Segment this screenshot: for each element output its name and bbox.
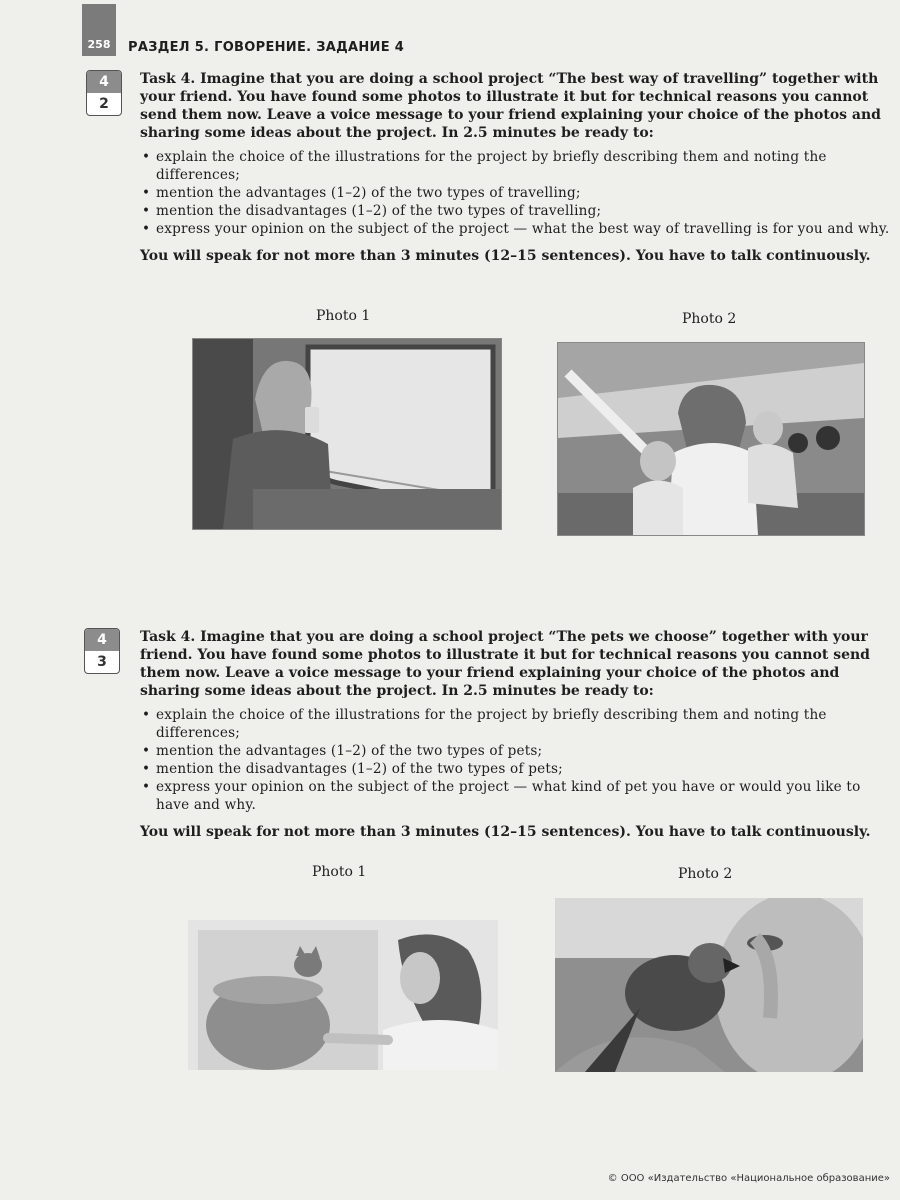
task-closing: You will speak for not more than 3 minutes (12–15 sentences). You have to talk continuously. — [140, 824, 871, 840]
task-block — [140, 70, 894, 265]
page-number: 258 — [82, 4, 116, 56]
copyright-footer: © ООО «Издательство «Национальное образование» — [607, 1173, 890, 1184]
badge-bottom: 2 — [99, 96, 109, 112]
photo-caption: Photo 1 — [312, 864, 367, 880]
badge-top: 4 — [87, 71, 121, 93]
badge-bottom: 3 — [97, 654, 107, 670]
task-closing: You will speak for not more than 3 minutes (12–15 sentences). You have to talk continuously. — [140, 248, 871, 264]
task-bullet: • mention the advantages (1–2) of the two types of travelling; — [140, 184, 894, 202]
photo-family-at-airport — [557, 342, 865, 536]
task-heading: Task 4. Imagine that you are doing a school project “The best way of travelling” together with your friend. You have found some photos to illustrate it but for technical reasons you cannot send them now. Leave a voice message to your friend explaining your choice of the photos and sharing some ideas about the project. In 2.5 minutes be ready to: — [140, 71, 881, 141]
task-bullet-list — [140, 706, 894, 814]
photo-caption: Photo 2 — [682, 311, 737, 327]
task-bullet: • explain the choice of the illustrations for the project by briefly describing them and noting the differences; — [140, 148, 894, 184]
task-bullet: • express your opinion on the subject of the project — what the best way of travelling is for you and why. — [140, 220, 894, 238]
photo-girl-with-cat — [188, 920, 498, 1070]
task-bullet: • explain the choice of the illustrations for the project by briefly describing them and noting the differences; — [140, 706, 894, 742]
task-badge — [86, 70, 122, 116]
photo-caption: Photo 2 — [678, 866, 733, 882]
task-bullet-list — [140, 148, 894, 238]
section-title: РАЗДЕЛ 5. ГОВОРЕНИЕ. ЗАДАНИЕ 4 — [128, 40, 405, 55]
task-heading: Task 4. Imagine that you are doing a school project “The pets we choose” together with your friend. You have found some photos to illustrate it but for technical reasons you cannot send them now. Leave a voice message to your friend explaining your choice of the photos and sharing some ideas about the project. In 2.5 minutes be ready to: — [140, 629, 870, 699]
task-block — [140, 628, 894, 841]
photo-caption: Photo 1 — [316, 308, 371, 324]
task-bullet: • mention the disadvantages (1–2) of the two types of travelling; — [140, 202, 894, 220]
photo-woman-with-parrot — [555, 898, 863, 1072]
task-bullet: • mention the disadvantages (1–2) of the two types of pets; — [140, 760, 894, 778]
task-bullet: • mention the advantages (1–2) of the two types of pets; — [140, 742, 894, 760]
task-bullet: • express your opinion on the subject of the project — what kind of pet you have or would you like to have and why. — [140, 778, 894, 814]
photo-woman-on-train — [192, 338, 502, 530]
task-badge — [84, 628, 120, 674]
badge-top: 4 — [85, 629, 119, 651]
